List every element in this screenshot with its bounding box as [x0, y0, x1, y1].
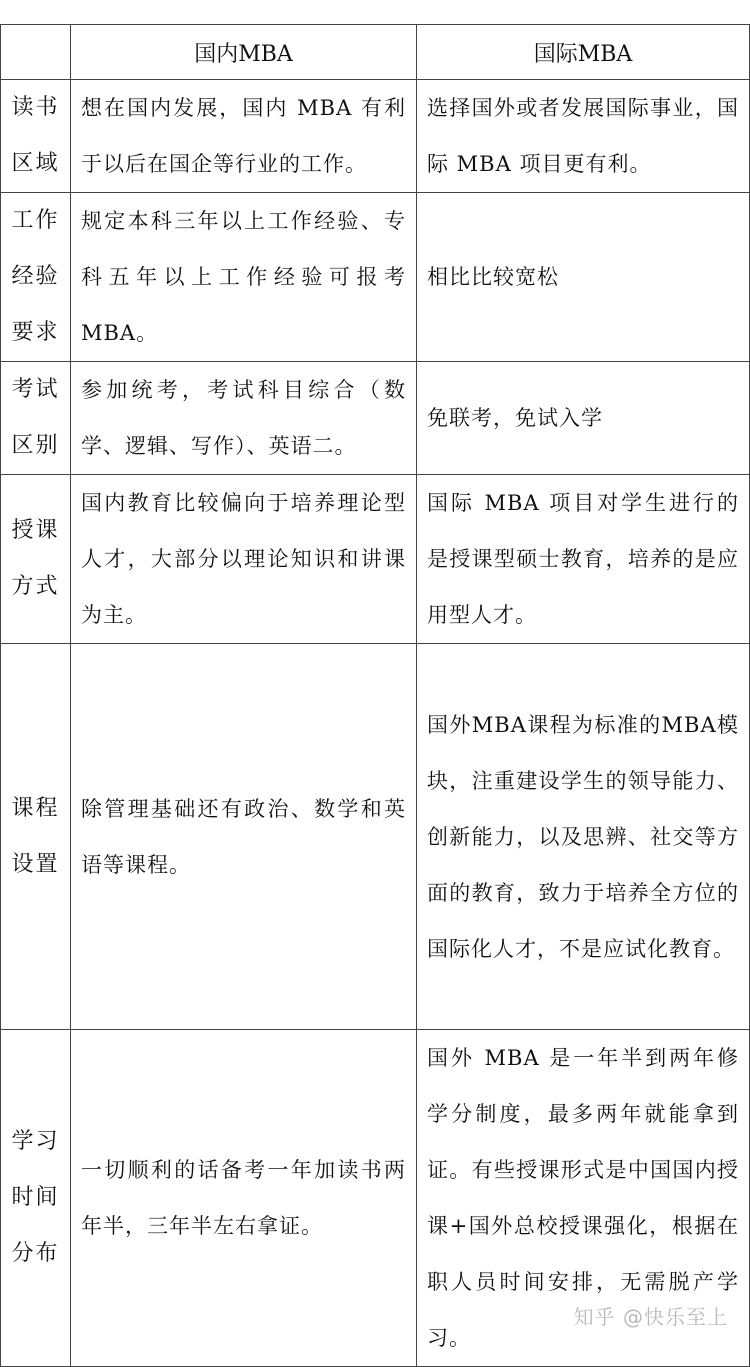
watermark: 知乎 @快乐至上 [573, 1305, 728, 1329]
row-label [1, 362, 71, 475]
row-label [1, 644, 71, 1030]
header-domestic-mba: 国内MBA [71, 25, 417, 80]
international-cell: 国际 MBA 项目对学生进行的是授课型硕士教育，培养的是应用型人才。 [417, 475, 750, 644]
row-label-text: 考试区别 [11, 377, 60, 458]
header-row [1, 25, 750, 80]
domestic-cell: 参加统考，考试科目综合（数学、逻辑、写作）、英语二。 [71, 362, 417, 475]
header-empty-cell [1, 25, 71, 80]
mba-comparison-table [0, 24, 750, 1367]
header-international-mba: 国际MBA [417, 25, 750, 80]
row-label-text: 读书区域 [11, 95, 60, 176]
row-label-text: 工作经验要求 [11, 208, 60, 345]
international-cell: 免联考，免试入学 [417, 362, 750, 475]
table-row [1, 193, 750, 362]
international-cell: 选择国外或者发展国际事业，国际 MBA 项目更有利。 [417, 80, 750, 193]
domestic-cell: 国内教育比较偏向于培养理论型人才，大部分以理论知识和讲课为主。 [71, 475, 417, 644]
domestic-cell: 一切顺利的话备考一年加读书两年半，三年半左右拿证。 [71, 1030, 417, 1367]
domestic-cell: 除管理基础还有政治、数学和英语等课程。 [71, 644, 417, 1030]
row-label [1, 1030, 71, 1367]
table-row [1, 644, 750, 1030]
row-label [1, 80, 71, 193]
row-label-text: 课程设置 [11, 795, 60, 877]
domestic-cell: 想在国内发展，国内 MBA 有利于以后在国企等行业的工作。 [71, 80, 417, 193]
international-cell: 国外 MBA 是一年半到两年修学分制度，最多两年就能拿到证。有些授课形式是中国国内授课+国外总校授课强化，根据在职人员时间安排，无需脱产学习。 [417, 1030, 750, 1367]
row-label [1, 475, 71, 644]
table-row [1, 475, 750, 644]
table-row [1, 362, 750, 475]
row-label [1, 193, 71, 362]
domestic-cell: 规定本科三年以上工作经验、专科五年以上工作经验可报考 MBA。 [71, 193, 417, 362]
table-row [1, 80, 750, 193]
international-cell: 国外MBA课程为标准的MBA模块，注重建设学生的领导能力、创新能力，以及思辨、社交等方面的教育，致力于培养全方位的国际化人才，不是应试化教育。 [417, 644, 750, 1030]
row-label-text: 学习时间分布 [11, 1129, 60, 1266]
row-label-text: 授课方式 [11, 518, 60, 599]
international-cell: 相比比较宽松 [417, 193, 750, 362]
